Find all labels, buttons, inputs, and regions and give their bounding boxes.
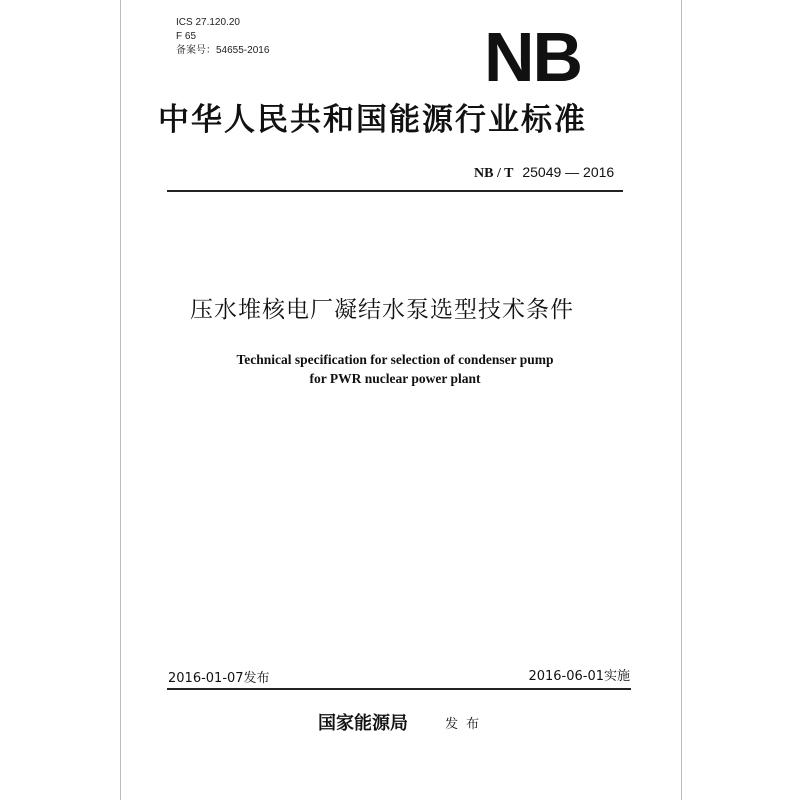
ccs-code: F 65: [176, 31, 197, 42]
record-number: 备案号：54655-2016: [176, 45, 270, 56]
standard-prefix: NB / T: [474, 166, 514, 181]
implementation-date: 2016-06-01实施: [528, 669, 630, 684]
top-divider: [167, 190, 623, 192]
title-english-line-2: for PWR nuclear power plant: [309, 371, 481, 386]
issue-date: 2016-01-07发布: [168, 671, 270, 686]
title-english-line-1: Technical specification for selection of condenser pump: [236, 352, 554, 367]
standard-code: 25049 — 2016: [522, 164, 615, 180]
ics-code: ICS 27.120.20: [176, 17, 240, 28]
org-title: 中华人民共和国能源行业标准: [158, 102, 587, 138]
title-english: [180, 350, 610, 388]
issue-action: 发布: [445, 717, 488, 732]
standard-number: [474, 163, 614, 183]
nb-logo: NB: [484, 18, 582, 96]
bottom-divider: [167, 688, 631, 690]
title-chinese: 压水堆核电厂凝结水泵选型技术条件: [190, 297, 574, 323]
classification-block: [176, 16, 269, 58]
issuing-authority: 国家能源局: [318, 713, 408, 734]
